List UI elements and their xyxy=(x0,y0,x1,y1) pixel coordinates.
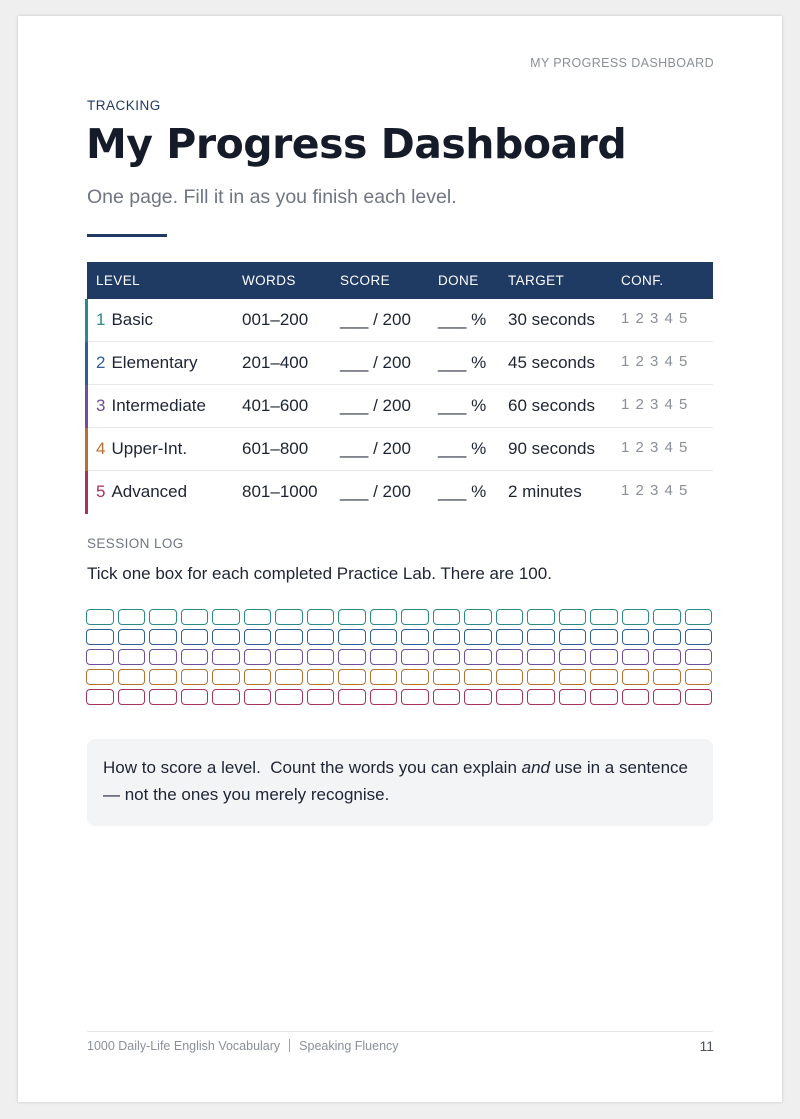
words-range: 401–600 xyxy=(242,396,309,415)
session-checkbox[interactable] xyxy=(685,609,713,625)
session-checkbox[interactable] xyxy=(86,649,114,665)
session-checkbox[interactable] xyxy=(212,669,240,685)
footer-separator xyxy=(289,1039,290,1052)
table-body xyxy=(87,299,713,513)
session-log-instructions: Tick one box for each completed Practice Lab. There are 100. xyxy=(87,564,552,583)
session-checkbox[interactable] xyxy=(559,649,587,665)
session-checkbox[interactable] xyxy=(496,689,524,705)
session-checkbox[interactable] xyxy=(401,669,429,685)
level-cell xyxy=(96,396,206,416)
scoring-note-emphasis: and xyxy=(521,758,550,777)
session-checkbox[interactable] xyxy=(118,689,146,705)
session-checkbox[interactable] xyxy=(590,609,618,625)
session-checkbox[interactable] xyxy=(401,629,429,645)
session-checkbox[interactable] xyxy=(149,609,177,625)
column-header-score: SCORE xyxy=(340,273,391,288)
level-name: Upper-Int. xyxy=(111,439,188,458)
session-checkbox[interactable] xyxy=(496,669,524,685)
session-checkbox[interactable] xyxy=(86,609,114,625)
title-divider xyxy=(87,234,167,237)
session-checkbox[interactable] xyxy=(244,689,272,705)
session-checkbox[interactable] xyxy=(149,629,177,645)
session-checkbox[interactable] xyxy=(433,689,461,705)
session-checkbox[interactable] xyxy=(496,609,524,625)
session-checkbox[interactable] xyxy=(338,689,366,705)
table-row xyxy=(87,385,713,428)
session-checkbox[interactable] xyxy=(370,629,398,645)
done-percent-field[interactable]: ___ % xyxy=(438,439,487,458)
session-checkbox[interactable] xyxy=(244,609,272,625)
session-checkbox[interactable] xyxy=(622,669,650,685)
column-header-confidence: CONF. xyxy=(621,273,664,288)
session-checkbox[interactable] xyxy=(433,629,461,645)
scoring-note-text-before: Count the words you can explain xyxy=(270,758,522,777)
session-checkbox[interactable] xyxy=(590,629,618,645)
session-checkbox[interactable] xyxy=(307,689,335,705)
words-range: 801–1000 xyxy=(242,482,318,501)
session-checkbox[interactable] xyxy=(370,609,398,625)
done-percent-field[interactable]: ___ % xyxy=(438,353,487,372)
session-checkbox[interactable] xyxy=(653,649,681,665)
level-color-bar xyxy=(85,428,88,471)
session-checkbox[interactable] xyxy=(590,689,618,705)
confidence-scale[interactable]: 1 2 3 4 5 xyxy=(621,439,689,456)
table-header xyxy=(87,262,713,299)
target-time: 90 seconds xyxy=(508,439,595,458)
session-checkbox[interactable] xyxy=(527,649,555,665)
session-checkbox[interactable] xyxy=(307,649,335,665)
session-checkbox[interactable] xyxy=(653,609,681,625)
score-field[interactable]: ___ / 200 xyxy=(340,439,411,458)
level-number: 4 xyxy=(96,439,106,458)
score-field[interactable]: ___ / 200 xyxy=(340,310,411,329)
session-checkbox[interactable] xyxy=(559,609,587,625)
session-checkbox[interactable] xyxy=(464,689,492,705)
session-log-checkbox-grid xyxy=(86,609,712,705)
session-checkbox[interactable] xyxy=(433,609,461,625)
level-color-bar xyxy=(85,471,88,514)
scoring-note xyxy=(87,739,713,826)
session-checkbox[interactable] xyxy=(401,689,429,705)
session-checkbox[interactable] xyxy=(118,609,146,625)
session-checkbox[interactable] xyxy=(338,669,366,685)
target-time: 30 seconds xyxy=(508,310,595,329)
level-color-bar xyxy=(85,299,88,342)
footer-divider xyxy=(87,1031,713,1032)
session-checkbox[interactable] xyxy=(433,649,461,665)
session-checkbox[interactable] xyxy=(464,629,492,645)
confidence-scale[interactable]: 1 2 3 4 5 xyxy=(621,353,689,370)
done-percent-field[interactable]: ___ % xyxy=(438,396,487,415)
footer-left xyxy=(87,1039,399,1053)
level-name: Intermediate xyxy=(111,396,206,415)
session-checkbox[interactable] xyxy=(622,629,650,645)
page-title: My Progress Dashboard xyxy=(86,120,627,168)
session-checkbox[interactable] xyxy=(275,649,303,665)
session-checkbox[interactable] xyxy=(685,629,713,645)
running-header: MY PROGRESS DASHBOARD xyxy=(530,56,714,70)
session-checkbox[interactable] xyxy=(118,649,146,665)
level-cell xyxy=(96,482,187,502)
level-number: 3 xyxy=(96,396,106,415)
session-checkbox[interactable] xyxy=(685,689,713,705)
session-checkbox[interactable] xyxy=(118,669,146,685)
level-cell xyxy=(96,310,153,330)
level-name: Elementary xyxy=(111,353,198,372)
confidence-scale[interactable]: 1 2 3 4 5 xyxy=(621,396,689,413)
session-checkbox[interactable] xyxy=(559,629,587,645)
score-field[interactable]: ___ / 200 xyxy=(340,396,411,415)
score-field[interactable]: ___ / 200 xyxy=(340,482,411,501)
session-checkbox[interactable] xyxy=(622,609,650,625)
target-time: 45 seconds xyxy=(508,353,595,372)
target-time: 60 seconds xyxy=(508,396,595,415)
session-checkbox[interactable] xyxy=(86,689,114,705)
session-checkbox[interactable] xyxy=(433,669,461,685)
progress-table xyxy=(87,262,713,513)
table-row xyxy=(87,428,713,471)
level-cell xyxy=(96,353,197,373)
level-cell xyxy=(96,439,187,459)
footer-book-title: 1000 Daily-Life English Vocabulary xyxy=(87,1039,281,1053)
session-checkbox[interactable] xyxy=(275,629,303,645)
page-subtitle: One page. Fill it in as you finish each level. xyxy=(87,186,457,208)
score-field[interactable]: ___ / 200 xyxy=(340,353,411,372)
session-checkbox[interactable] xyxy=(527,669,555,685)
column-header-done: DONE xyxy=(438,273,479,288)
session-checkbox[interactable] xyxy=(559,669,587,685)
session-checkbox[interactable] xyxy=(149,669,177,685)
session-checkbox[interactable] xyxy=(464,609,492,625)
session-checkbox[interactable] xyxy=(590,669,618,685)
table-row xyxy=(87,471,713,513)
session-checkbox[interactable] xyxy=(275,669,303,685)
session-checkbox[interactable] xyxy=(370,689,398,705)
session-checkbox[interactable] xyxy=(622,649,650,665)
session-checkbox[interactable] xyxy=(244,669,272,685)
session-checkbox[interactable] xyxy=(590,649,618,665)
session-checkbox[interactable] xyxy=(370,649,398,665)
session-checkbox[interactable] xyxy=(181,629,209,645)
session-checkbox[interactable] xyxy=(653,669,681,685)
section-kicker: TRACKING xyxy=(87,98,161,113)
session-checkbox[interactable] xyxy=(275,609,303,625)
session-checkbox[interactable] xyxy=(527,689,555,705)
session-checkbox[interactable] xyxy=(307,609,335,625)
session-checkbox[interactable] xyxy=(307,629,335,645)
session-checkbox[interactable] xyxy=(685,669,713,685)
session-log-label: SESSION LOG xyxy=(87,536,184,551)
session-checkbox[interactable] xyxy=(181,689,209,705)
session-checkbox[interactable] xyxy=(86,669,114,685)
session-checkbox[interactable] xyxy=(181,609,209,625)
session-checkbox[interactable] xyxy=(338,629,366,645)
level-number: 1 xyxy=(96,310,106,329)
session-checkbox[interactable] xyxy=(370,669,398,685)
session-checkbox[interactable] xyxy=(338,609,366,625)
session-checkbox[interactable] xyxy=(244,629,272,645)
column-header-level: LEVEL xyxy=(96,273,141,288)
level-color-bar xyxy=(85,385,88,428)
session-checkbox[interactable] xyxy=(275,689,303,705)
session-checkbox[interactable] xyxy=(464,669,492,685)
session-checkbox[interactable] xyxy=(181,669,209,685)
session-checkbox[interactable] xyxy=(86,629,114,645)
session-checkbox[interactable] xyxy=(212,689,240,705)
session-checkbox[interactable] xyxy=(464,649,492,665)
table-row xyxy=(87,299,713,342)
words-range: 001–200 xyxy=(242,310,309,329)
session-checkbox[interactable] xyxy=(559,689,587,705)
session-checkbox[interactable] xyxy=(622,689,650,705)
session-checkbox[interactable] xyxy=(527,609,555,625)
session-checkbox[interactable] xyxy=(244,649,272,665)
session-checkbox[interactable] xyxy=(307,669,335,685)
column-header-target: TARGET xyxy=(508,273,565,288)
session-checkbox[interactable] xyxy=(527,629,555,645)
scoring-note-lead: How to score a level. xyxy=(103,758,261,777)
footer-section: Speaking Fluency xyxy=(299,1039,399,1053)
session-checkbox[interactable] xyxy=(212,649,240,665)
session-checkbox[interactable] xyxy=(401,609,429,625)
session-checkbox[interactable] xyxy=(149,649,177,665)
scoring-note-text-after: use in a sentence — not the ones you merely recognise. xyxy=(103,758,688,804)
page-number: 11 xyxy=(699,1038,714,1054)
session-checkbox[interactable] xyxy=(181,649,209,665)
session-checkbox[interactable] xyxy=(118,629,146,645)
table-row xyxy=(87,342,713,385)
level-name: Advanced xyxy=(111,482,188,501)
session-checkbox[interactable] xyxy=(212,609,240,625)
session-checkbox[interactable] xyxy=(149,689,177,705)
confidence-scale[interactable]: 1 2 3 4 5 xyxy=(621,482,689,499)
target-time: 2 minutes xyxy=(508,482,582,501)
session-checkbox[interactable] xyxy=(401,649,429,665)
done-percent-field[interactable]: ___ % xyxy=(438,310,487,329)
page xyxy=(18,16,782,1102)
column-header-words: WORDS xyxy=(242,273,296,288)
confidence-scale[interactable]: 1 2 3 4 5 xyxy=(621,310,689,327)
session-checkbox[interactable] xyxy=(685,649,713,665)
session-checkbox[interactable] xyxy=(496,629,524,645)
session-checkbox[interactable] xyxy=(496,649,524,665)
level-number: 2 xyxy=(96,353,106,372)
words-range: 601–800 xyxy=(242,439,309,458)
session-checkbox[interactable] xyxy=(653,629,681,645)
session-checkbox[interactable] xyxy=(338,649,366,665)
level-number: 5 xyxy=(96,482,106,501)
words-range: 201–400 xyxy=(242,353,309,372)
done-percent-field[interactable]: ___ % xyxy=(438,482,487,501)
session-checkbox[interactable] xyxy=(212,629,240,645)
level-color-bar xyxy=(85,342,88,385)
session-checkbox[interactable] xyxy=(653,689,681,705)
level-name: Basic xyxy=(111,310,154,329)
